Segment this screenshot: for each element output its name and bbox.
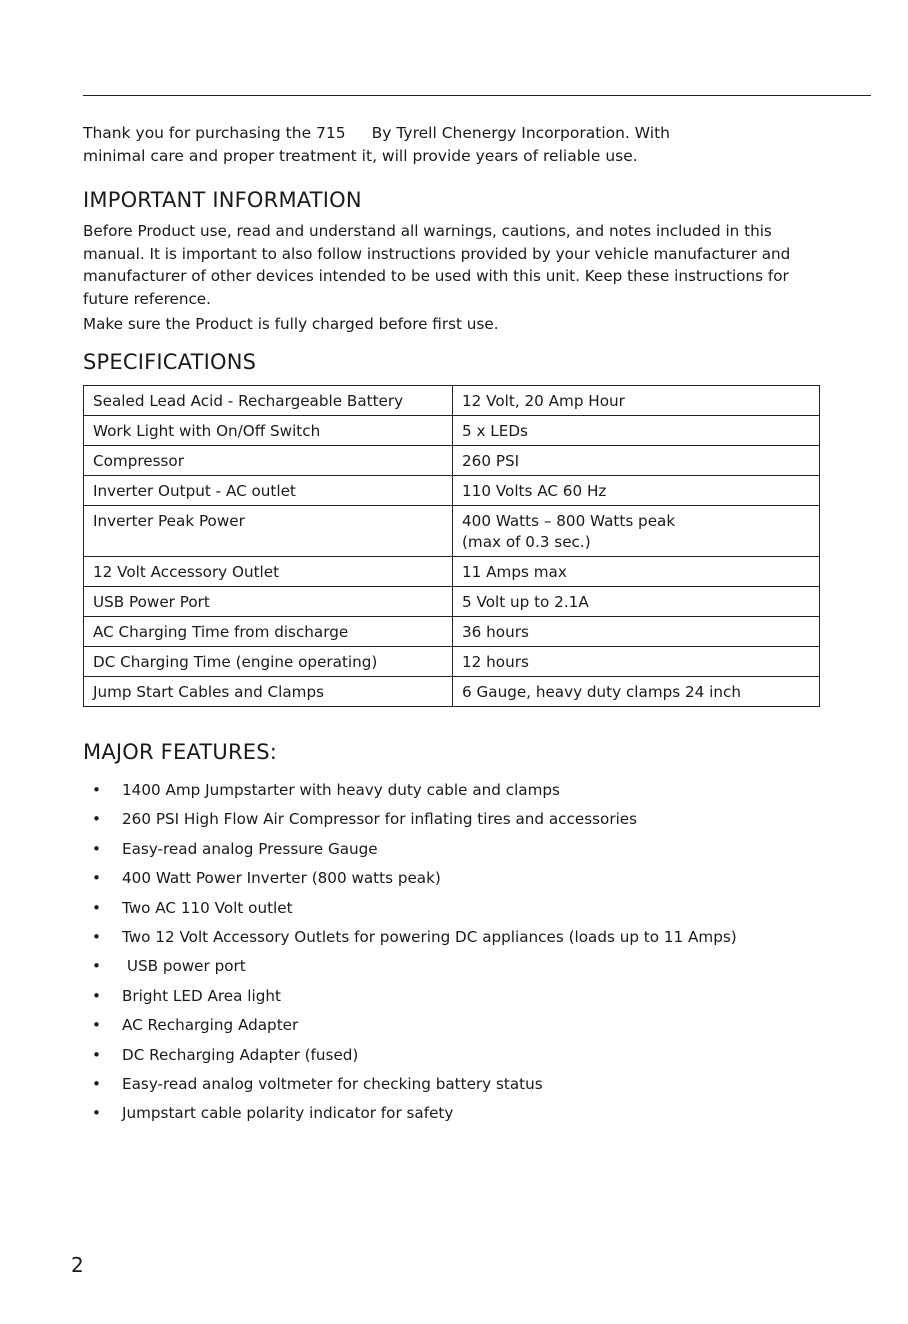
bullet-icon: • (92, 1104, 101, 1123)
spec-label: Work Light with On/Off Switch (84, 416, 453, 446)
table-row (84, 416, 820, 446)
spec-label: Sealed Lead Acid - Rechargeable Battery (84, 386, 453, 416)
table-row (84, 386, 820, 416)
spec-label: USB Power Port (84, 587, 453, 617)
spec-value: 11 Amps max (453, 557, 820, 587)
spec-value: 110 Volts AC 60 Hz (453, 476, 820, 506)
table-row (84, 446, 820, 476)
list-item (83, 1070, 843, 1099)
list-item (83, 982, 843, 1011)
list-item (83, 1041, 843, 1070)
spec-value: 36 hours (453, 617, 820, 647)
feature-text: Two AC 110 Volt outlet (122, 898, 293, 917)
spec-label: DC Charging Time (engine operating) (84, 647, 453, 677)
bullet-icon: • (92, 957, 101, 976)
list-item (83, 952, 843, 981)
intro-text-part1: Thank you for purchasing the 715 (83, 124, 346, 142)
bullet-icon: • (92, 1045, 101, 1064)
bullet-icon: • (92, 1016, 101, 1035)
header-rule (83, 95, 871, 96)
bullet-icon: • (92, 1074, 101, 1093)
list-item (83, 776, 843, 805)
feature-text: DC Recharging Adapter (fused) (122, 1045, 359, 1064)
table-row (84, 677, 820, 707)
feature-text: Jumpstart cable polarity indicator for safety (122, 1104, 454, 1123)
spec-label: Inverter Peak Power (84, 506, 453, 557)
list-item (83, 894, 843, 923)
specifications-heading: SPECIFICATIONS (83, 350, 257, 374)
spec-label: 12 Volt Accessory Outlet (84, 557, 453, 587)
feature-text: AC Recharging Adapter (122, 1016, 299, 1035)
feature-text: USB power port (122, 957, 246, 976)
spec-label: Jump Start Cables and Clamps (84, 677, 453, 707)
spec-value: 12 Volt, 20 Amp Hour (453, 386, 820, 416)
list-item (83, 1011, 843, 1040)
table-row (84, 647, 820, 677)
spec-value: 5 x LEDs (453, 416, 820, 446)
intro-text-line2: minimal care and proper treatment it, will provide years of reliable use. (83, 147, 638, 165)
list-item (83, 1099, 843, 1128)
important-paragraph-1: Before Product use, read and understand all warnings, cautions, and notes included in this manual. It is important to also follow instructions provided by your vehicle manufacturer and manufacturer of other devices intended to be used with this unit. Keep these instructions for future reference. (83, 222, 791, 308)
spec-value: 400 Watts – 800 Watts peak (462, 512, 676, 530)
feature-text: Two 12 Volt Accessory Outlets for powering DC appliances (loads up to 11 Amps) (122, 927, 737, 946)
intro-text-part2: By Tyrell Chenergy Incorporation. With (371, 124, 670, 142)
important-heading: IMPORTANT INFORMATION (83, 188, 362, 212)
important-section (83, 220, 828, 336)
spec-value: 5 Volt up to 2.1A (453, 587, 820, 617)
important-paragraph-2: Make sure the Product is fully charged before first use. (83, 315, 499, 333)
feature-text: 1400 Amp Jumpstarter with heavy duty cable and clamps (122, 781, 560, 799)
page-number: 2 (71, 1253, 84, 1277)
table-row (84, 557, 820, 587)
table-row (84, 587, 820, 617)
spec-value: 12 hours (453, 647, 820, 677)
feature-text: 260 PSI High Flow Air Compressor for inflating tires and accessories (122, 810, 638, 829)
spec-label: Inverter Output - AC outlet (84, 476, 453, 506)
specifications-table (83, 385, 820, 707)
table-row (84, 476, 820, 506)
list-item (83, 923, 843, 952)
feature-text: 400 Watt Power Inverter (800 watts peak) (122, 869, 441, 888)
features-heading: MAJOR FEATURES: (83, 740, 278, 764)
spec-value-cell (453, 506, 820, 557)
bullet-icon: • (92, 927, 101, 946)
list-item (83, 864, 843, 893)
spec-value-note: (max of 0.3 sec.) (462, 533, 591, 551)
intro-paragraph (83, 122, 823, 168)
feature-text: Bright LED Area light (122, 986, 281, 1005)
spec-label: Compressor (84, 446, 453, 476)
spec-value: 260 PSI (453, 446, 820, 476)
bullet-icon: • (92, 839, 101, 858)
spec-label: AC Charging Time from discharge (84, 617, 453, 647)
table-row (84, 617, 820, 647)
features-list (83, 776, 843, 1129)
feature-text: Easy-read analog voltmeter for checking battery status (122, 1074, 543, 1093)
table-row (84, 506, 820, 557)
spec-value: 6 Gauge, heavy duty clamps 24 inch (453, 677, 820, 707)
bullet-icon: • (92, 810, 101, 829)
bullet-icon: • (92, 898, 101, 917)
bullet-icon: • (92, 986, 101, 1005)
bullet-icon: • (92, 869, 101, 888)
list-item (83, 805, 843, 834)
feature-text: Easy-read analog Pressure Gauge (122, 839, 378, 858)
bullet-icon: • (92, 781, 101, 799)
list-item (83, 835, 843, 864)
